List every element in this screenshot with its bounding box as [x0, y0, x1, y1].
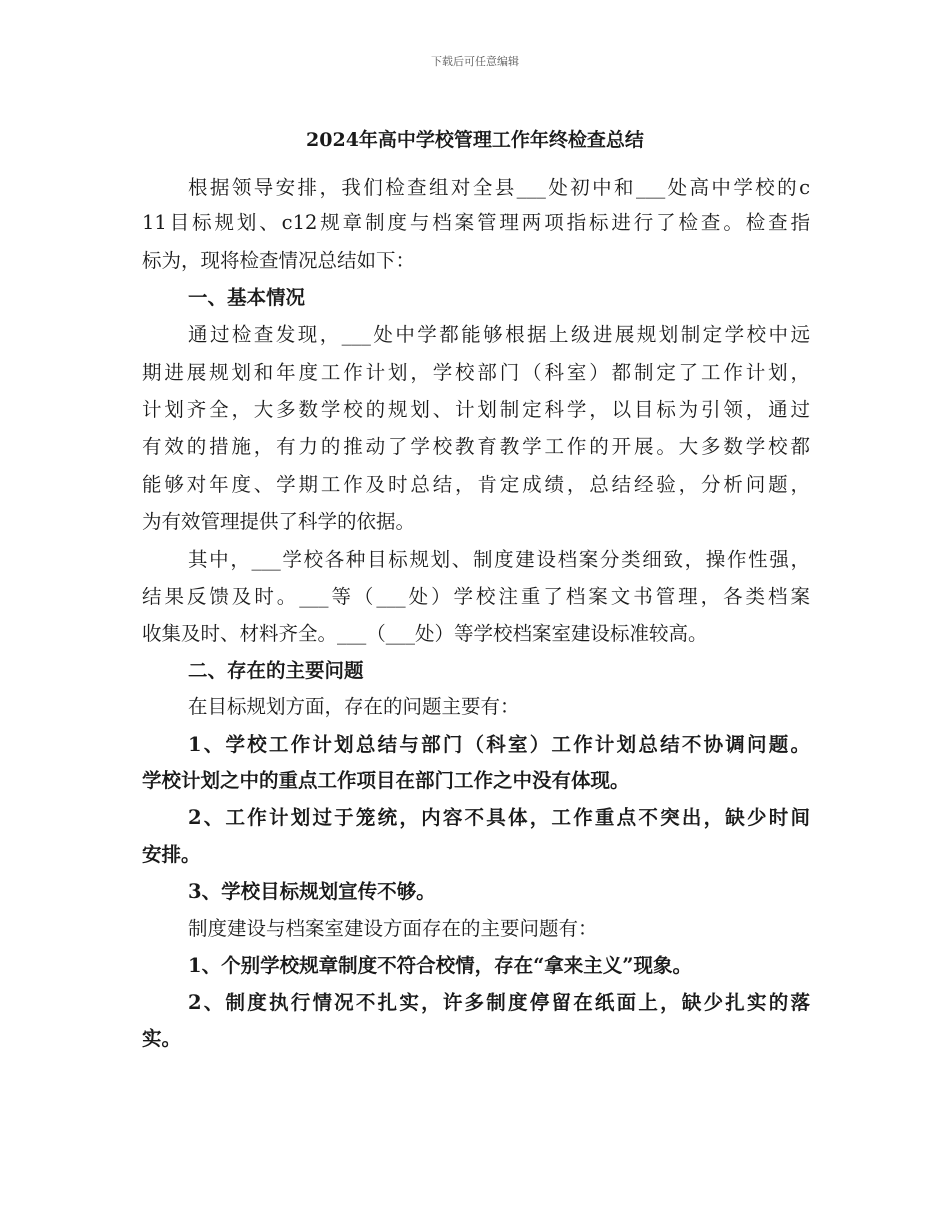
section-heading: 二、存在的主要问题 [188, 659, 364, 682]
section-heading: 一、基本情况 [188, 286, 306, 309]
paragraph-line: 结果反馈及时。___等（___处）学校注重了档案文书管理，各类档案 [142, 585, 810, 608]
list-item: 1、个别学校规章制度不符合校情，存在“拿来主义”现象。 [188, 954, 693, 977]
paragraph-line: 制度建设与档案室建设方面存在的主要问题有： [188, 917, 598, 940]
paragraph-line: 11目标规划、c12规章制度与档案管理两项指标进行了检查。检查指 [142, 211, 810, 234]
paragraph-line: 标为，现将检查情况总结如下： [142, 249, 416, 272]
document-title: 2024年高中学校管理工作年终检查总结 [306, 129, 644, 151]
paragraph-line: 能够对年度、学期工作及时总结，肯定成绩，总结经验，分析问题， [142, 473, 810, 496]
list-item: 2、工作计划过于笼统，内容不具体，工作重点不突出，缺少时间 [188, 806, 810, 829]
list-item: 3、学校目标规划宣传不够。 [188, 880, 436, 903]
paragraph-line: 通过检查发现，___处中学都能够根据上级进展规划制定学校中远 [188, 323, 810, 346]
list-item: 1、学校工作计划总结与部门（科室）工作计划总结不协调问题。 [188, 733, 810, 756]
list-item: 2、制度执行情况不扎实，许多制度停留在纸面上，缺少扎实的落 [188, 991, 810, 1014]
paragraph-line: 计划齐全，大多数学校的规划、计划制定科学，以目标为引领，通过 [142, 398, 810, 421]
paragraph-line: 在目标规划方面，存在的问题主要有： [188, 695, 520, 718]
paragraph-line: 其中，___学校各种目标规划、制度建设档案分类细致，操作性强， [188, 548, 810, 571]
list-item-continuation: 实。 [142, 1027, 182, 1050]
list-item-continuation: 学校计划之中的重点工作项目在部门工作之中没有体现。 [142, 769, 630, 792]
paragraph-line: 收集及时、材料齐全。___（___处）等学校档案室建设标准较高。 [142, 622, 708, 645]
list-item-continuation: 安排。 [142, 843, 201, 866]
paragraph-line: 期进展规划和年度工作计划，学校部门（科室）都制定了工作计划， [142, 361, 810, 384]
page-header: 下载后可任意编辑 [431, 55, 519, 68]
paragraph-line: 有效的措施，有力的推动了学校教育教学工作的开展。大多数学校都 [142, 435, 810, 458]
paragraph-line: 为有效管理提供了科学的依据。 [142, 510, 416, 533]
paragraph-line: 根据领导安排，我们检查组对全县___处初中和___处高中学校的c [188, 176, 810, 199]
